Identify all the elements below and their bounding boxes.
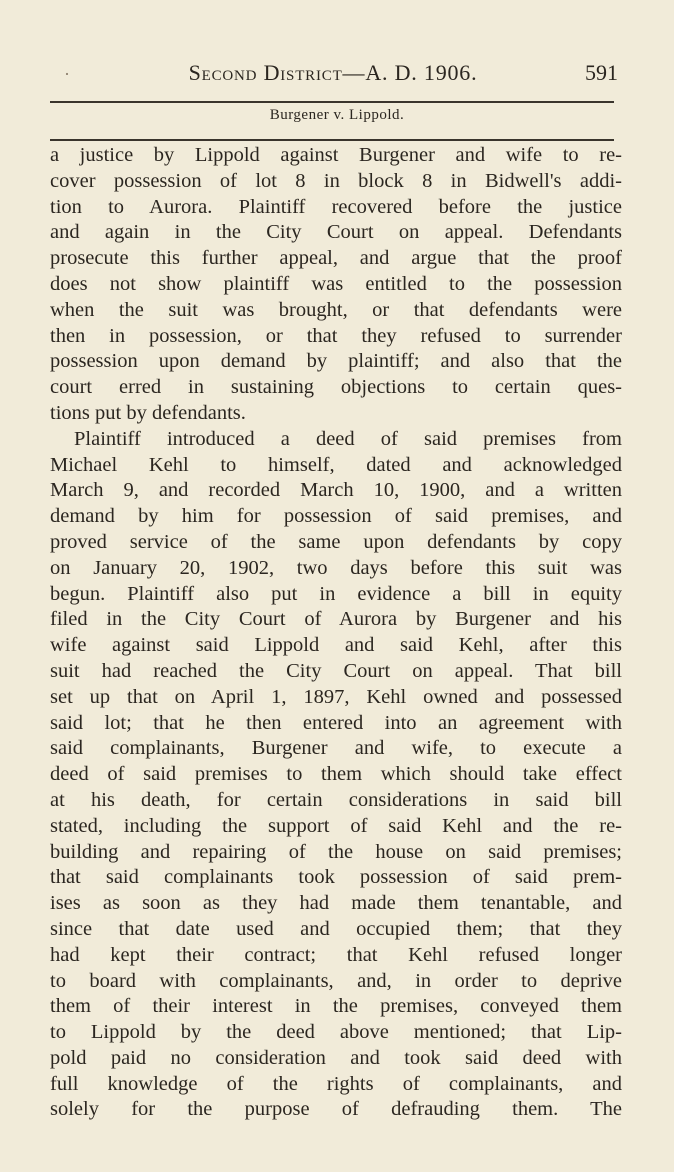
text-line: a justice by Lippold against Burgener and wife to re- [50, 144, 622, 166]
case-title: Burgener v. Lippold. [269, 107, 405, 123]
text-line: said complainants, Burgener and wife, to execute a [50, 737, 622, 760]
text-line: said lot; that he then entered into an agreement with [50, 711, 622, 734]
body-text [50, 143, 622, 1123]
text-line: proved service of the same upon defendants by copy [50, 530, 622, 553]
text-line: wife against said Lippold and said Kehl, after this [50, 634, 622, 657]
text-line: ises as soon as they had made them tenantable, and [50, 892, 622, 915]
text-line: demand by him for possession of said premises, and [50, 505, 622, 528]
text-line: and again in the City Court on appeal. Defendants [50, 221, 622, 244]
text-line: prosecute this further appeal, and argue that the proof [50, 247, 622, 270]
text-line: possession upon demand by plaintiff; and also that the [50, 350, 622, 373]
text-line: when the suit was brought, or that defendants were [50, 298, 622, 321]
text-line: to Lippold by the deed above mentioned; that Lip- [50, 1021, 622, 1044]
text-line: Michael Kehl to himself, dated and acknowledged [50, 453, 622, 476]
text-line: begun. Plaintiff also put in evidence a bill in equity [50, 582, 622, 605]
text-line: solely for the purpose of defrauding them. The [50, 1098, 622, 1121]
paragraph-start-line: Plaintiff introduced a deed of said premises from [74, 427, 622, 450]
text-line: full knowledge of the rights of complainants, and [50, 1072, 622, 1095]
text-line: deed of said premises to them which should take effect [50, 763, 622, 786]
text-line: March 9, and recorded March 10, 1900, and a written [50, 479, 622, 502]
text-line: does not show plaintiff was entitled to the possession [50, 272, 622, 295]
text-line: tions put by defendants. [50, 401, 246, 424]
running-title: Second District—A. D. 1906. [188, 60, 478, 85]
text-line: since that date used and occupied them; that they [50, 917, 622, 940]
page-number: 591 [585, 60, 618, 85]
text-line: at his death, for certain considerations in said bill [50, 788, 622, 811]
text-line: stated, including the support of said Kehl and the re- [50, 814, 622, 837]
header-rule-bottom [50, 139, 614, 141]
text-line: cover possession of lot 8 in block 8 in Bidwell's addi- [50, 169, 622, 192]
text-line: set up that on April 1, 1897, Kehl owned and possessed [50, 685, 622, 708]
text-line: tion to Aurora. Plaintiff recovered before the justice [50, 195, 622, 218]
text-line: building and repairing of the house on said premises; [50, 840, 622, 863]
text-line: them of their interest in the premises, conveyed them [50, 995, 622, 1018]
text-line: had kept their contract; that Kehl refused longer [50, 943, 622, 966]
text-line: to board with complainants, and, in order to deprive [50, 969, 622, 992]
text-line: then in possession, or that they refused to surrender [50, 324, 622, 347]
ink-mark: · [64, 64, 70, 84]
text-line: pold paid no consideration and took said deed with [50, 1046, 622, 1069]
running-head [48, 60, 618, 92]
text-line: that said complainants took possession of said prem- [50, 866, 622, 889]
text-line: filed in the City Court of Aurora by Burgener and his [50, 608, 622, 631]
text-line: suit had reached the City Court on appeal. That bill [50, 659, 622, 682]
header-rule-top [50, 101, 614, 103]
text-line: on January 20, 1902, two days before this suit was [50, 556, 622, 579]
text-line: court erred in sustaining objections to certain ques- [50, 376, 622, 399]
